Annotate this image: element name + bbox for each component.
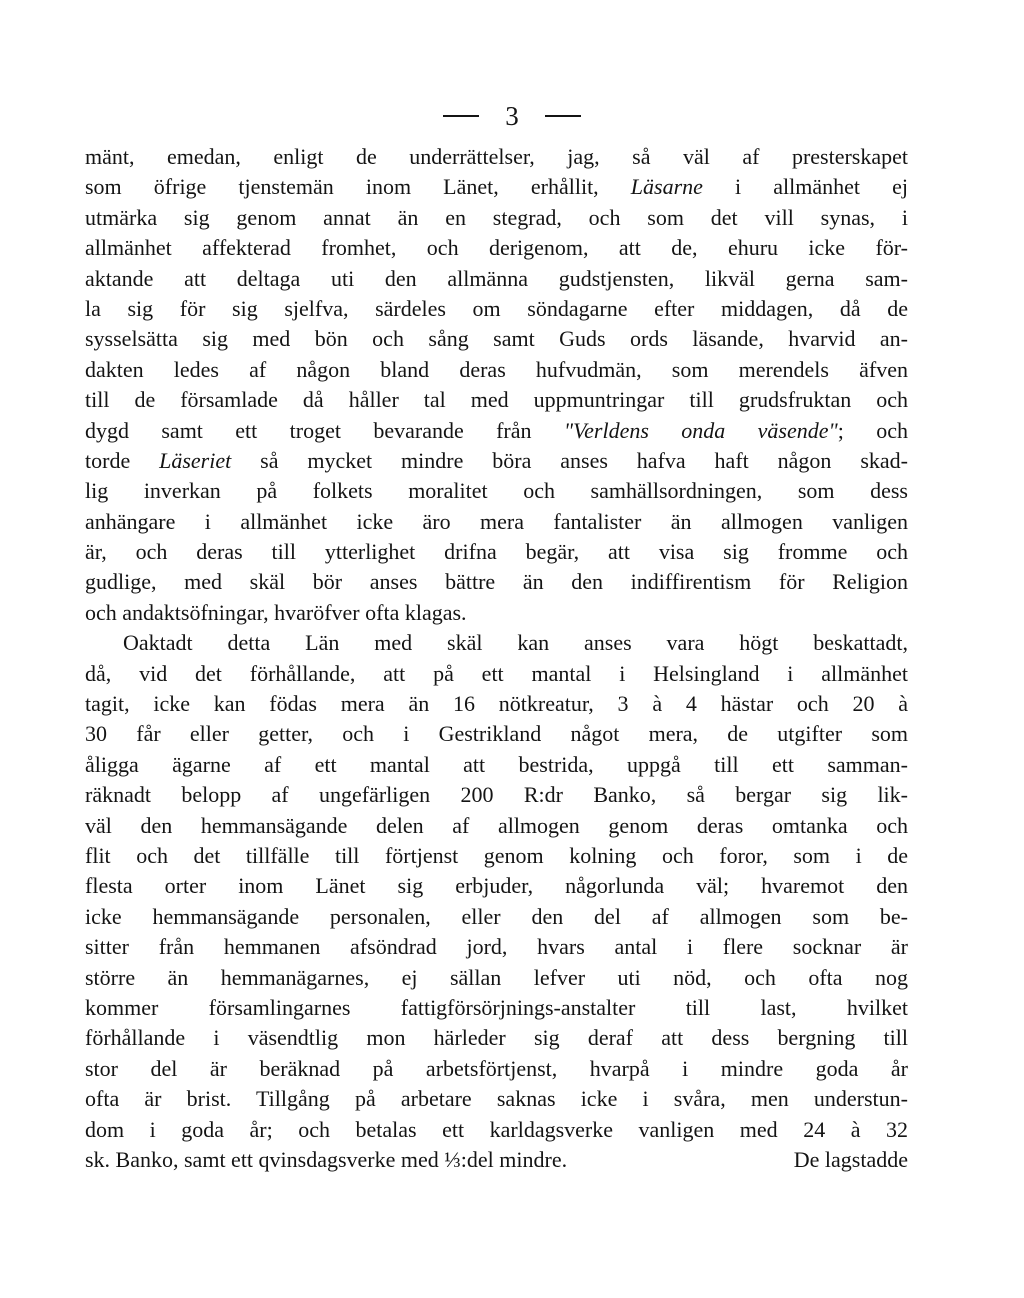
page-header	[0, 98, 1024, 134]
text-line: mänt, emedan, enligt de underrättelser, jag, så väl af presterskapet	[85, 144, 908, 169]
paragraph-1	[85, 142, 908, 628]
page-number-group	[443, 100, 581, 131]
last-line-part-3: De lagstadde	[793, 1146, 908, 1172]
header-dash-left	[443, 115, 479, 117]
text-line: tagit, icke kan födas mera än 16 nötkreatur, 3 à 4 hästar och 20 à	[85, 691, 908, 717]
text-line: större än hemmanägarnes, ej sällan lefver uti nöd, och ofta nog	[85, 964, 908, 990]
text-line: utmärka sig genom annat än en stegrad, och som det vill synas, i	[85, 204, 908, 230]
text-line: lig inverkan på folkets moralitet och samhällsordningen, som dess	[85, 478, 908, 504]
text-line: dygd samt ett troget bevarande från "Verldens onda väsende"; och	[85, 417, 908, 443]
text-line: stor del är beräknad på arbetsförtjenst, hvarpå i mindre goda år	[85, 1055, 908, 1081]
text-line: torde Läseriet så mycket mindre böra anses hafva haft någon skad-	[85, 447, 908, 473]
fraction-one-third: ⅓	[444, 1146, 461, 1172]
text-line: förhållande i väsendtlig mon härleder sig deraf att dess bergning till	[85, 1025, 908, 1051]
text-line: räknadt belopp af ungefärligen 200 R:dr Banko, så bergar sig lik-	[85, 782, 908, 808]
italic-term: Läsarne	[630, 174, 703, 200]
text-line: ofta är brist. Tillgång på arbetare saknas icke i svåra, men understun-	[85, 1086, 908, 1112]
text-line: och andaktsöfningar, hvaröfver ofta klagas.	[85, 599, 467, 625]
text-line: la sig för sig sjelfva, särdeles om söndagarne efter middagen, då de	[85, 295, 908, 321]
page-number: 3	[505, 100, 519, 131]
text-line: till de församlade då håller tal med uppmuntringar till grudsfruktan och	[85, 387, 908, 413]
text-line: är, och deras till ytterlighet drifna begär, att visa sig fromme och	[85, 539, 908, 565]
text-line: dakten ledes af någon bland deras hufvudmän, som merendels äfven	[85, 356, 908, 382]
text-line: väl den hemmansägande delen af allmogen genom deras omtanka och	[85, 812, 908, 838]
italic-term: Läseriet	[159, 447, 232, 473]
text-line: då, vid det förhållande, att på ett mantal i Helsingland i allmänhet	[85, 660, 908, 686]
text-line: flesta orter inom Länet sig erbjuder, någorlunda väl; hvaremot den	[85, 873, 908, 899]
text-body	[85, 142, 908, 1175]
text-line: icke hemmansägande personalen, eller den del af allmogen som be-	[85, 903, 908, 929]
italic-term: "Verldens onda väsende"	[563, 417, 838, 443]
text-line: flit och det tillfälle till förtjenst genom kolning och foror, som i de	[85, 842, 908, 868]
last-line-part-1: sk. Banko, samt ett qvinsdagsverke med	[85, 1146, 445, 1172]
paragraph-2	[85, 628, 908, 1145]
text-line: kommer församlingarnes fattigförsörjnings-anstalter till last, hvilket	[85, 994, 908, 1020]
text-line: Oaktadt detta Län med skäl kan anses vara högt beskattadt,	[123, 630, 908, 656]
text-line: åligga ägarne af ett mantal att bestrida, uppgå till ett samman-	[85, 751, 908, 777]
last-line-part-2: :del mindre.	[460, 1146, 568, 1172]
header-dash-right	[545, 115, 581, 117]
text-line: sysselsätta sig med bön och sång samt Guds ords läsande, hvarvid an-	[85, 326, 908, 352]
text-line: gudlige, med skäl bör anses bättre än den indiffirentism för Religion	[85, 569, 908, 595]
text-line-final	[85, 1145, 908, 1175]
text-line: 30 får eller getter, och i Gestrikland något mera, de utgifter som	[85, 721, 908, 747]
text-line: som öfrige tjenstemän inom Länet, erhållit, Läsarne i allmänhet ej	[85, 174, 908, 200]
text-line: allmänhet affekterad fromhet, och derigenom, att de, ehuru icke för-	[85, 235, 908, 261]
text-line: sitter från hemmanen afsöndrad jord, hvars antal i flere socknar är	[85, 934, 908, 960]
text-line: anhängare i allmänhet icke äro mera fantalister än allmogen vanligen	[85, 508, 908, 534]
text-line: dom i goda år; och betalas ett karldagsverke vanligen med 24 à 32	[85, 1116, 908, 1142]
text-line: aktande att deltaga uti den allmänna gudstjensten, likväl gerna sam-	[85, 265, 908, 291]
